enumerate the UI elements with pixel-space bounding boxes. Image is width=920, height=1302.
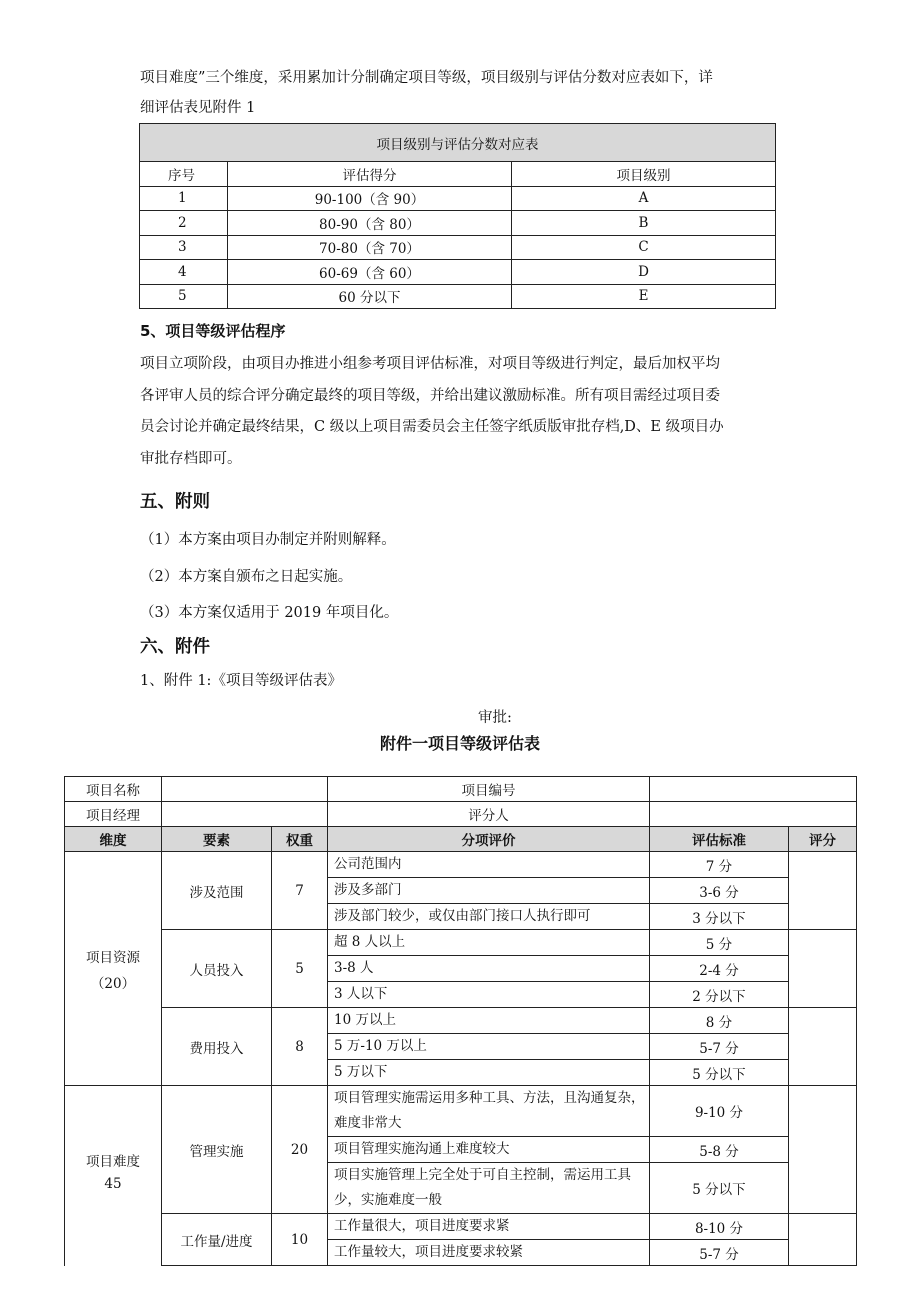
scorer-label: 评分人 [328,802,650,827]
intro-line-2: 细评估表见附件 1 [140,99,256,116]
factor-weight: 7 [272,852,328,930]
project-name-label: 项目名称 [65,777,162,802]
factor-name: 管理实施 [162,1086,272,1214]
intro-paragraph [140,66,782,120]
section-5-line: 项目立项阶段，由项目办推进小组参考项目评估标准，对项目等级进行判定，最后加权平均 [140,356,720,372]
approval-label: 审批: [478,710,512,726]
row-score: 90-100（含 90） [228,186,512,211]
intro-line-1: 项目难度”三个维度，采用累加计分制确定项目等级，项目级别与评估分数对应表如下，详 [140,70,713,86]
score-cell[interactable] [789,1214,857,1266]
factor-name: 人员投入 [162,930,272,1008]
item-desc: 项目实施管理上完全处于可自主控制，需运用工具少，实施难度一般 [328,1163,650,1214]
factor-weight: 5 [272,930,328,1008]
factor-name: 涉及范围 [162,852,272,930]
grade-table-caption: 项目级别与评估分数对应表 [140,124,776,162]
dimension-name: 项目资源 [86,949,140,966]
header-score: 评分 [789,827,857,852]
item-standard: 8 分 [650,1008,789,1034]
table-row [65,1214,857,1240]
table-row [65,1086,857,1137]
item-standard: 5-7 分 [650,1034,789,1060]
project-name-value[interactable] [162,777,328,802]
section-5-paragraph [140,349,782,475]
header-item: 分项评价 [328,827,650,852]
factor-name: 费用投入 [162,1008,272,1086]
score-cell[interactable] [789,852,857,930]
project-manager-label: 项目经理 [65,802,162,827]
section-5-line: 员会讨论并确定最终结果，C 级以上项目需委员会主任签字纸质版审批存档,D、E 级项目办 [140,419,724,435]
item-standard: 3 分以下 [650,904,789,930]
table-row [65,930,857,956]
factor-weight: 8 [272,1008,328,1086]
row-index: 3 [140,235,228,260]
chapter-5-item: （1）本方案由项目办制定并附则解释。 [140,532,396,548]
section-5-line: 审批存档即可。 [140,450,242,467]
table-row [140,186,776,211]
item-standard: 2-4 分 [650,956,789,982]
meta-row [65,777,857,802]
row-score: 70-80（含 70） [228,235,512,260]
row-index: 2 [140,211,228,236]
item-desc: 项目管理实施需运用多种工具、方法，且沟通复杂，难度非常大 [328,1086,650,1137]
section-5-line: 各评审人员的综合评分确定最终的项目等级，并给出建议激励标准。所有项目需经过项目委 [140,387,720,404]
score-cell[interactable] [789,1086,857,1214]
factor-name: 工作量/进度 [162,1214,272,1266]
header-dimension: 维度 [65,827,162,852]
dimension-total: 45 [104,1176,122,1192]
eval-table-title: 附件一项目等级评估表 [379,734,540,753]
item-desc: 10 万以上 [328,1008,650,1034]
dimension-total: （20） [90,975,136,992]
item-desc: 超 8 人以上 [328,930,650,956]
item-desc: 5 万-10 万以上 [328,1034,650,1060]
table-row [140,211,776,236]
row-grade: E [512,284,776,309]
factor-weight: 20 [272,1086,328,1214]
item-desc: 5 万以下 [328,1060,650,1086]
header-standard: 评估标准 [650,827,789,852]
row-grade: C [512,235,776,260]
scorer-value[interactable] [650,802,857,827]
dimension-cell [65,1086,162,1266]
row-grade: D [512,260,776,285]
project-evaluation-table [64,776,857,1266]
item-standard: 5-8 分 [650,1137,789,1163]
row-grade: B [512,211,776,236]
row-score: 80-90（含 80） [228,211,512,236]
chapter-5-heading: 五、附则 [140,492,210,512]
item-desc: 工作量很大，项目进度要求紧 [328,1214,650,1240]
score-cell[interactable] [789,930,857,1008]
project-number-value[interactable] [650,777,857,802]
item-standard: 9-10 分 [650,1086,789,1137]
row-index: 4 [140,260,228,285]
factor-weight: 10 [272,1214,328,1266]
item-desc: 3 人以下 [328,982,650,1008]
table-row [65,852,857,878]
row-score: 60 分以下 [228,284,512,309]
table-row [65,1008,857,1034]
grade-score-table [139,123,776,309]
header-factor: 要素 [162,827,272,852]
chapter-5-item: （2）本方案自颁布之日起实施。 [140,569,353,585]
row-score: 60-69（含 60） [228,260,512,285]
chapter-5-item: （3）本方案仅适用于 2019 年项目化。 [140,605,399,621]
project-manager-value[interactable] [162,802,328,827]
item-desc: 项目管理实施沟通上难度较大 [328,1137,650,1163]
item-desc: 涉及多部门 [328,878,650,904]
table-row [140,284,776,309]
meta-row [65,802,857,827]
item-standard: 5-7 分 [650,1240,789,1266]
score-cell[interactable] [789,1008,857,1086]
item-desc: 3-8 人 [328,956,650,982]
header-grade: 项目级别 [512,162,776,187]
row-index: 1 [140,186,228,211]
item-desc: 工作量较大，项目进度要求较紧 [328,1240,650,1266]
row-index: 5 [140,284,228,309]
item-standard: 5 分以下 [650,1060,789,1086]
section-5-heading: 5、项目等级评估程序 [140,322,286,340]
table-row [140,260,776,285]
row-grade: A [512,186,776,211]
item-standard: 5 分以下 [650,1163,789,1214]
item-desc: 公司范围内 [328,852,650,878]
header-index: 序号 [140,162,228,187]
attachment-link-text: 1、附件 1:《项目等级评估表》 [140,673,342,689]
header-weight: 权重 [272,827,328,852]
item-standard: 3-6 分 [650,878,789,904]
eval-header-row [65,827,857,852]
project-number-label: 项目编号 [328,777,650,802]
item-standard: 2 分以下 [650,982,789,1008]
dimension-name: 项目难度 [86,1154,140,1170]
table-row [140,235,776,260]
item-desc: 涉及部门较少，或仅由部门接口人执行即可 [328,904,650,930]
grade-table-header-row [140,162,776,187]
item-standard: 5 分 [650,930,789,956]
header-score: 评估得分 [228,162,512,187]
item-standard: 8-10 分 [650,1214,789,1240]
item-standard: 7 分 [650,852,789,878]
chapter-6-heading: 六、附件 [140,637,210,657]
dimension-cell [65,852,162,1086]
